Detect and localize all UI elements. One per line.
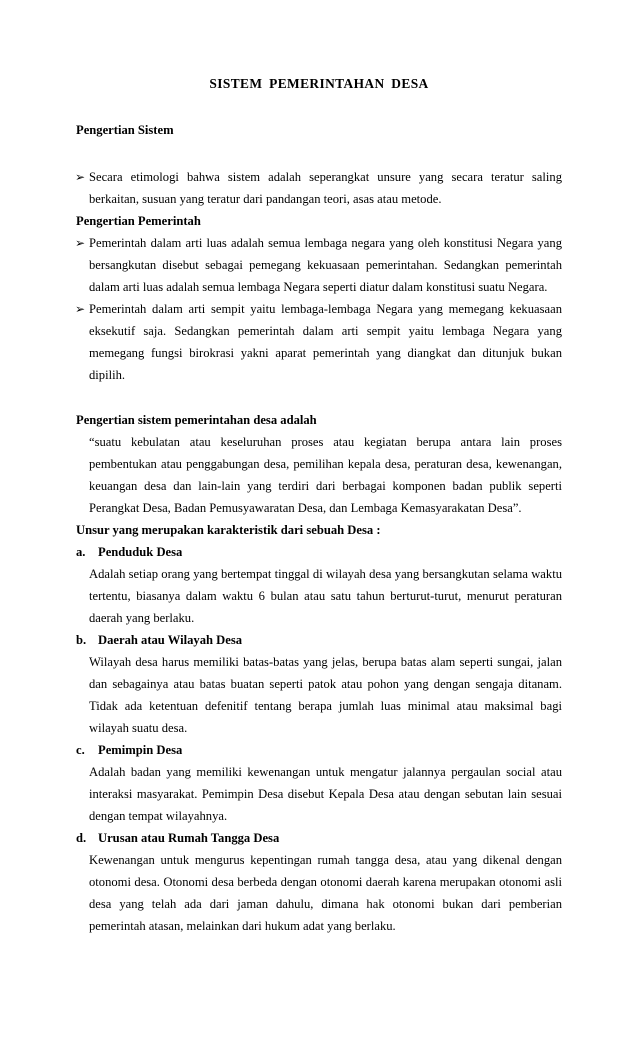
bullet-text: Pemerintah dalam arti sempit yaitu lembaga-lembaga Negara yang memegang kekuasaan eksekutif saja. Sedangkan pemerintah dalam arti sempit yaitu lembaga Negara yang memegang fungsi birokrasi yakni aparat pemerintah yang diangkat dan ditunjuk bukan dipilih. — [89, 302, 562, 382]
unsur-item-c — [76, 739, 562, 827]
arrow-bullet-icon: ➢ — [75, 302, 86, 316]
unsur-item-b — [76, 629, 562, 739]
heading-pengertian-sistem: Pengertian Sistem — [76, 123, 174, 137]
bullet-text: Pemerintah dalam arti luas adalah semua lembaga negara yang oleh konstitusi Negara yang bersangkutan disebut sebagai pemegang kekuasaan pemerintahan. Sedangkan pemerintah dalam arti luas adalah semua lembaga Negara seperti diatur dalam konstitusi suatu Negara. — [89, 236, 562, 294]
item-letter: a. — [76, 545, 86, 559]
item-letter: c. — [76, 743, 85, 757]
item-title: Penduduk Desa — [98, 545, 183, 559]
item-body: Kewenangan untuk mengurus kepentingan rumah tangga desa, atau yang dikenal dengan otonomi desa. Otonomi desa berbeda dengan otonomi daerah karena merupakan otonomi asli desa yang telah ada dari jaman dahulu, dimana hak otonomi bukan dari pemberian pemerintah atasan, melainkan dari hukum adat yang berlaku. — [89, 853, 562, 933]
arrow-bullet-icon: ➢ — [75, 236, 86, 250]
unsur-item-a — [76, 541, 562, 629]
item-title: Urusan atau Rumah Tangga Desa — [98, 831, 280, 845]
page-title: SISTEM PEMERINTAHAN DESA — [209, 76, 429, 91]
bullet-item — [76, 166, 562, 210]
bullet-item — [76, 298, 562, 386]
heading-pengertian-sistem-pemerintahan-desa: Pengertian sistem pemerintahan desa adalah — [76, 413, 317, 427]
item-body: Adalah setiap orang yang bertempat tinggal di wilayah desa yang bersangkutan selama waktu tertentu, biasanya dalam waktu 6 bulan atau satu tahun berturut-turut, menurut peraturan daerah yang berlaku. — [89, 567, 562, 625]
bullet-text: Secara etimologi bahwa sistem adalah seperangkat unsure yang secara teratur saling berkaitan, susuan yang teratur dari pandangan teori, asas atau metode. — [89, 170, 562, 206]
item-body: Wilayah desa harus memiliki batas-batas yang jelas, berupa batas alam seperti sungai, jalan dan sebagainya atau batas buatan seperti patok atau pohon yang dengan sengaja ditanam. Tidak ada ketentuan defenitif tentang berapa jumlah luas minimal atau maksimal bagi wilayah suatu desa. — [89, 655, 562, 735]
heading-unsur-desa: Unsur yang merupakan karakteristik dari sebuah Desa : — [76, 523, 381, 537]
item-letter: b. — [76, 633, 87, 647]
item-letter: d. — [76, 831, 87, 845]
heading-pengertian-pemerintah: Pengertian Pemerintah — [76, 214, 201, 228]
arrow-bullet-icon: ➢ — [75, 170, 86, 184]
definition-quote: “suatu kebulatan atau keseluruhan proses atau kegiatan berupa antara lain proses pembentukan atau penggabungan desa, pemilihan kepala desa, peraturan desa, kewenangan, keuangan desa dan lain-lain yang terdiri dari berbagai komponen badan publik seperti Perangkat Desa, Badan Pemusyawaratan Desa, dan Lembaga Kemasyarakatan Desa”. — [89, 435, 562, 515]
item-body: Adalah badan yang memiliki kewenangan untuk mengatur jalannya pergaulan social atau interaksi masyarakat. Pemimpin Desa disebut Kepala Desa atau dengan sebutan lain sesuai dengan tempat wilayahnya. — [89, 765, 562, 823]
document-page — [76, 76, 562, 937]
unsur-item-d — [76, 827, 562, 937]
item-title: Pemimpin Desa — [98, 743, 183, 757]
bullet-item — [76, 232, 562, 298]
item-title: Daerah atau Wilayah Desa — [98, 633, 243, 647]
